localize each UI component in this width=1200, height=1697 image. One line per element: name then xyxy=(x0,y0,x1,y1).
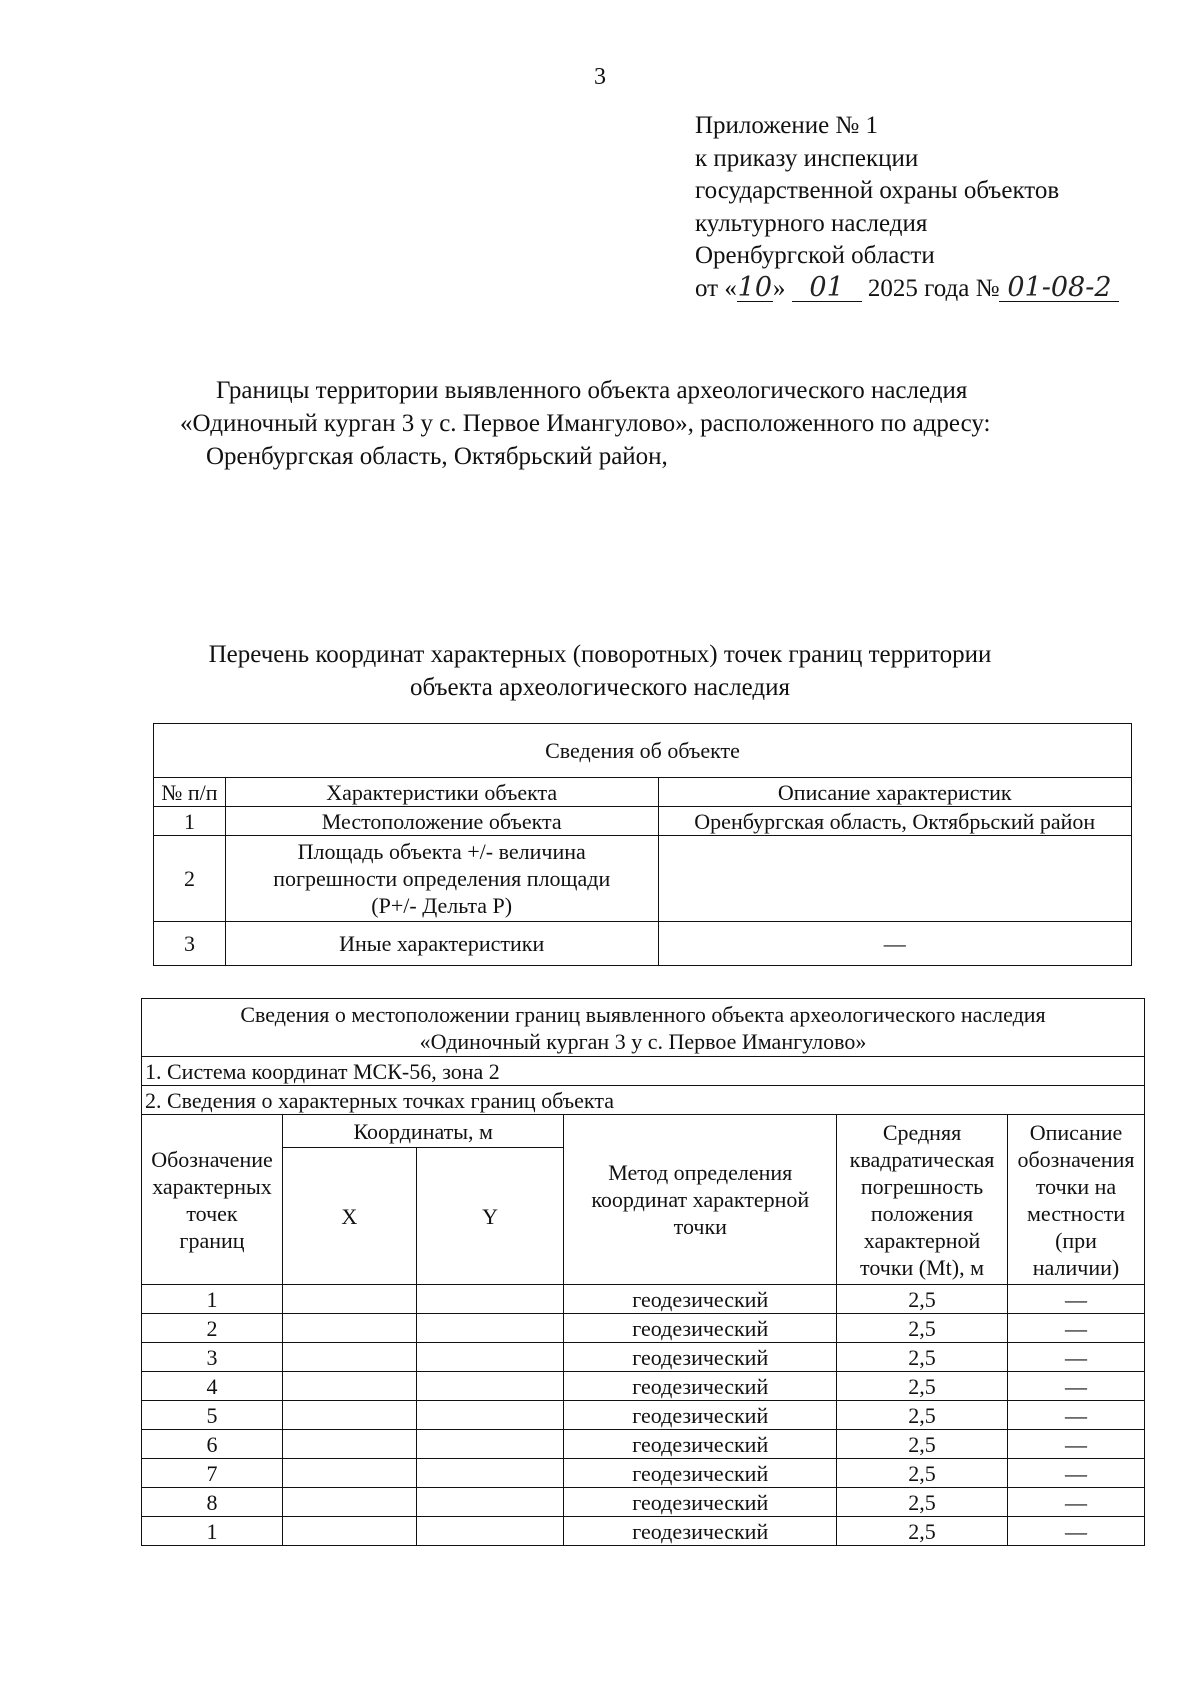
cell-y xyxy=(416,1372,564,1401)
cell-x xyxy=(282,1372,416,1401)
header-num: № п/п xyxy=(154,778,226,807)
cell-x xyxy=(282,1459,416,1488)
header-designation: Обозначение характерных точек границ xyxy=(142,1115,283,1285)
location-table xyxy=(141,998,1145,1546)
cell-x xyxy=(282,1517,416,1546)
appendix-line-4: культурного наследия xyxy=(695,209,928,237)
cell-y xyxy=(416,1343,564,1372)
cell-y xyxy=(416,1285,564,1314)
cell-desc: — xyxy=(1008,1343,1145,1372)
table-row: 3 Иные характеристики — xyxy=(154,922,1132,966)
table-row: 2 Площадь объекта +/- величина погрешности определения площади (Р+/- Дельта Р) xyxy=(154,836,1132,922)
table-row xyxy=(142,1372,1145,1401)
appendix-block xyxy=(695,110,1175,305)
header-point-description: Описание обозначения точки на местности (при наличии) xyxy=(1008,1115,1145,1285)
cell-point: 5 xyxy=(142,1401,283,1430)
header-coordinates: Координаты, м xyxy=(282,1115,564,1148)
cell-y xyxy=(416,1517,564,1546)
appendix-line-3: государственной охраны объектов xyxy=(695,177,1060,204)
cell-y xyxy=(416,1430,564,1459)
date-prefix: от « xyxy=(695,274,737,302)
list-title-line-2: объекта археологического наследия xyxy=(410,674,790,701)
cell-method: геодезический xyxy=(564,1430,837,1459)
table-row xyxy=(142,1314,1145,1343)
cell-point: 7 xyxy=(142,1459,283,1488)
header-method: Метод определения координат характерной точки xyxy=(564,1115,837,1285)
date-day: 10 xyxy=(737,271,773,303)
appendix-date-line xyxy=(695,273,1175,306)
cell-desc: — xyxy=(1008,1401,1145,1430)
location-table-caption: Сведения о местоположении границ выявленного объекта археологического наследия «Одиночный курган 3 у с. Первое Имангулово» xyxy=(142,999,1145,1057)
cell-desc: — xyxy=(1008,1314,1145,1343)
cell-y xyxy=(416,1401,564,1430)
list-title xyxy=(0,638,1200,704)
cell-method: геодезический xyxy=(564,1372,837,1401)
cell-y xyxy=(416,1459,564,1488)
cell-error: 2,5 xyxy=(837,1430,1008,1459)
table-row xyxy=(142,1430,1145,1459)
points-info: 2. Сведения о характерных точках границ объекта xyxy=(142,1086,1145,1115)
cell-error: 2,5 xyxy=(837,1488,1008,1517)
cell-x xyxy=(282,1285,416,1314)
cell-point: 6 xyxy=(142,1430,283,1459)
cell-method: геодезический xyxy=(564,1314,837,1343)
date-month: 01 xyxy=(792,275,862,302)
cell-point: 2 xyxy=(142,1314,283,1343)
cell-method: геодезический xyxy=(564,1517,837,1546)
table-row xyxy=(142,1401,1145,1430)
table-row xyxy=(142,1488,1145,1517)
cell-desc: — xyxy=(1008,1430,1145,1459)
heading-line-2: «Одиночный курган 3 у с. Первое Имангулово», расположенного по адресу: xyxy=(180,410,991,437)
cell-x xyxy=(282,1401,416,1430)
page-number: 3 xyxy=(594,64,606,90)
cell-method: геодезический xyxy=(564,1285,837,1314)
document-heading xyxy=(0,374,1200,473)
header-x: X xyxy=(282,1148,416,1285)
header-description: Описание характеристик xyxy=(658,778,1132,807)
date-mid: » xyxy=(772,274,786,302)
header-error: Средняя квадратическая погрешность положения характерной точки (Mt), м xyxy=(837,1115,1008,1285)
cell-desc: — xyxy=(1008,1517,1145,1546)
cell-point: 8 xyxy=(142,1488,283,1517)
cell-method: геодезический xyxy=(564,1488,837,1517)
cell-x xyxy=(282,1343,416,1372)
cell-desc: — xyxy=(1008,1488,1145,1517)
cell-error: 2,5 xyxy=(837,1372,1008,1401)
cell-y xyxy=(416,1488,564,1517)
table-row: 1 Местоположение объекта Оренбургская область, Октябрьский район xyxy=(154,807,1132,836)
heading-line-1: Границы территории выявленного объекта археологического наследия xyxy=(216,377,968,404)
list-title-line-1: Перечень координат характерных (поворотных) точек границ территории xyxy=(208,641,992,668)
header-y: Y xyxy=(416,1148,564,1285)
location-rows xyxy=(142,1285,1145,1546)
table-row xyxy=(142,1285,1145,1314)
cell-point: 4 xyxy=(142,1372,283,1401)
cell-desc: — xyxy=(1008,1285,1145,1314)
cell-error: 2,5 xyxy=(837,1517,1008,1546)
cell-desc: — xyxy=(1008,1459,1145,1488)
header-characteristic: Характеристики объекта xyxy=(225,778,658,807)
cell-point: 1 xyxy=(142,1285,283,1314)
cell-point: 1 xyxy=(142,1517,283,1546)
cell-x xyxy=(282,1430,416,1459)
table-row xyxy=(142,1343,1145,1372)
cell-error: 2,5 xyxy=(837,1459,1008,1488)
table-row xyxy=(142,1517,1145,1546)
table-row xyxy=(142,1459,1145,1488)
cell-error: 2,5 xyxy=(837,1314,1008,1343)
object-table-caption: Сведения об объекте xyxy=(154,724,1132,778)
cell-method: геодезический xyxy=(564,1343,837,1372)
cell-desc: — xyxy=(1008,1372,1145,1401)
order-number: 01-08-2 xyxy=(999,275,1119,302)
appendix-line-2: к приказу инспекции xyxy=(695,144,919,172)
cell-error: 2,5 xyxy=(837,1401,1008,1430)
heading-line-3: Оренбургская область, Октябрьский район, xyxy=(206,443,668,470)
appendix-line-1: Приложение № 1 xyxy=(695,112,879,139)
coordinate-system: 1. Система координат МСК-56, зона 2 xyxy=(142,1057,1145,1086)
appendix-line-5: Оренбургской области xyxy=(695,242,935,269)
cell-x xyxy=(282,1314,416,1343)
date-year-text: 2025 года № xyxy=(867,274,1000,302)
cell-error: 2,5 xyxy=(837,1285,1008,1314)
cell-method: геодезический xyxy=(564,1401,837,1430)
cell-error: 2,5 xyxy=(837,1343,1008,1372)
object-info-table xyxy=(153,723,1132,966)
cell-x xyxy=(282,1488,416,1517)
cell-point: 3 xyxy=(142,1343,283,1372)
cell-y xyxy=(416,1314,564,1343)
cell-method: геодезический xyxy=(564,1459,837,1488)
